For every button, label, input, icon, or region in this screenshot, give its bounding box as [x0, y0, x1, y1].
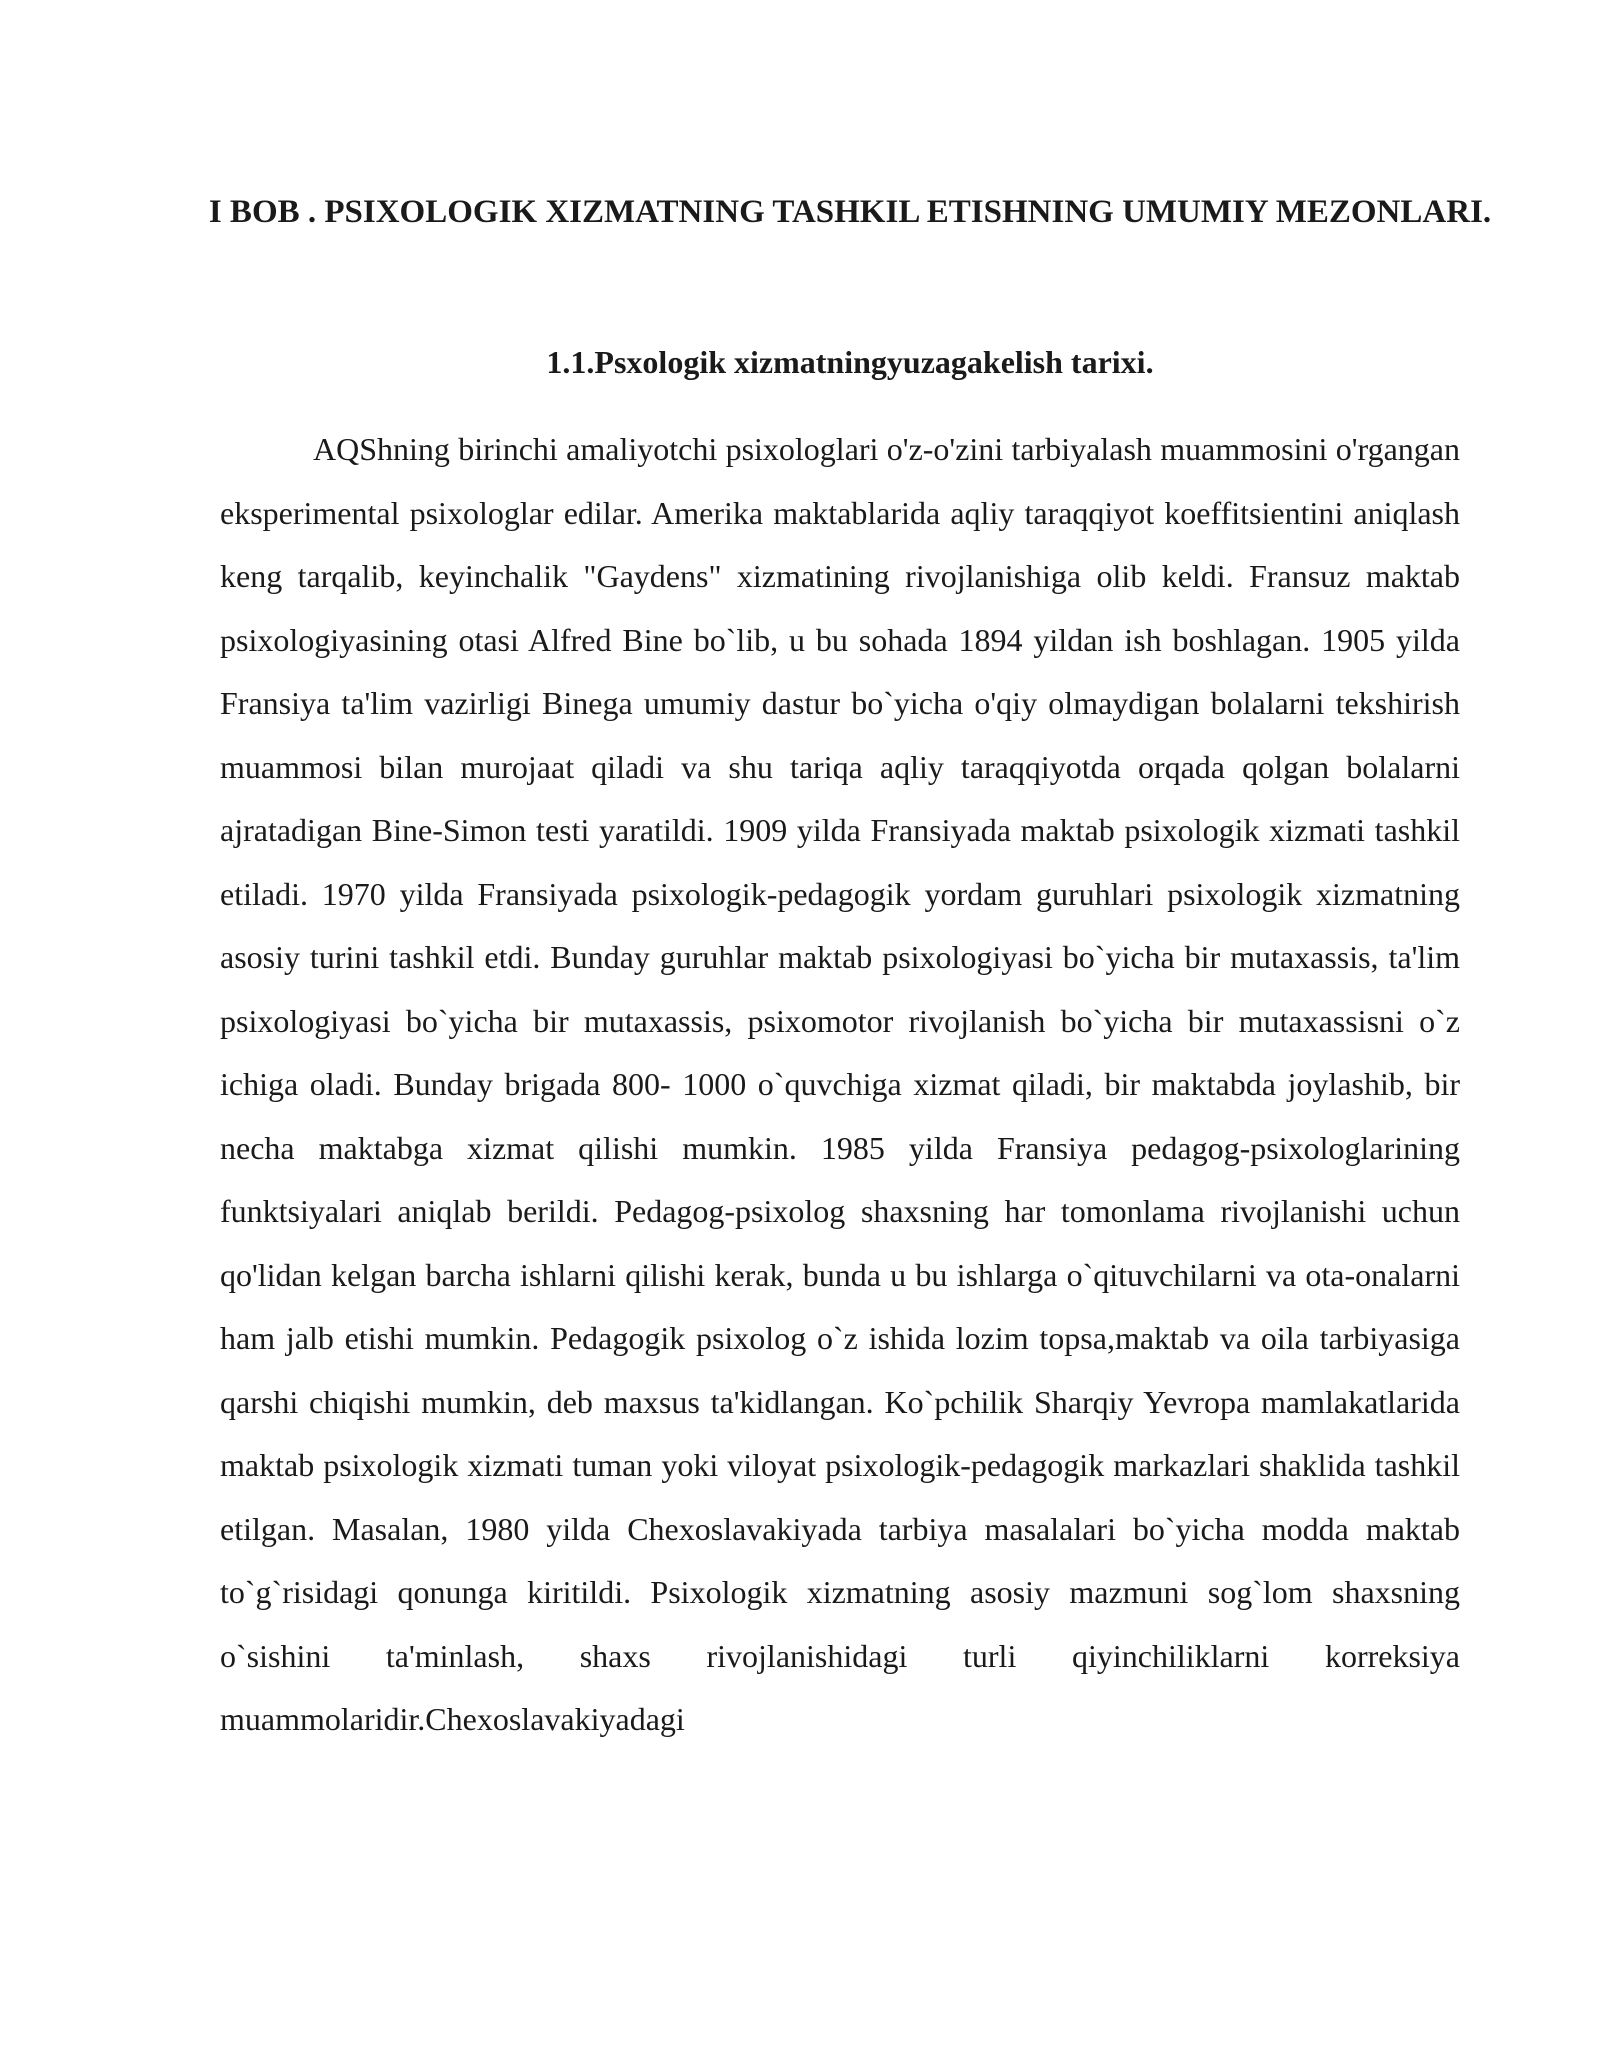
section-title-text: 1.1.Psxologik xizmatningyuzagakelish tarixi	[546, 344, 1146, 380]
section-title-period: .	[1145, 344, 1154, 380]
section-title	[220, 330, 1480, 394]
body-paragraph: AQShning birinchi amaliyotchi psixologlari o'z-o'zini tarbiyalash muammosini o'rgangan eksperimental psixologlar edilar. Amerika maktablarida aqliy taraqqiyot koeffitsientini aniqlash keng tarqalib, keyinchalik "Gaydens" xizmatining rivojlanishiga olib keldi. Fransuz maktab psixologiyasining otasi Alfred Bine bo`lib, u bu sohada 1894 yildan ish boshlagan. 1905 yilda Fransiya ta'lim vazirligi Binega umumiy dastur bo`yicha o'qiy olmaydigan bolalarni tekshirish muammosi bilan murojaat qiladi va shu tariqa aqliy taraqqiyotda orqada qolgan bolalarni ajratadigan Bine-Simon testi yaratildi. 1909 yilda Fransiyada maktab psixologik xizmati tashkil etiladi. 1970 yilda Fransiyada psixologik-pedagogik yordam guruhlari psixologik xizmatning asosiy turini tashkil etdi. Bunday guruhlar maktab psixologiyasi bo`yicha bir mutaxassis, ta'lim psixologiyasi bo`yicha bir mutaxassis, psixomotor rivojlanish bo`yicha bir mutaxassisni o`z ichiga oladi. Bunday brigada 800- 1000 o`quvchiga xizmat qiladi, bir maktabda joylashib, bir necha maktabga xizmat qilishi mumkin. 1985 yilda Fransiya pedagog-psixologlarining funktsiyalari aniqlab berildi. Pedagog-psixolog shaxsning har tomonlama rivojlanishi uchun qo'lidan kelgan barcha ishlarni qilishi kerak, bunda u bu ishlarga o`qituvchilarni va ota-onalarni ham jalb etishi mumkin. Pedagogik psixolog o`z ishida lozim topsa,maktab va oila tarbiyasiga qarshi chiqishi mumkin, deb maxsus ta'kidlangan. Ko`pchilik Sharqiy Yevropa mamlakatlarida maktab psixologik xizmati tuman yoki viloyat psixologik-pedagogik markazlari shaklida tashkil etilgan. Masalan, 1980 yilda Chexoslavakiyada tarbiya masalalari bo`yicha modda maktab to`g`risidagi qonunga kiritildi. Psixologik xizmatning asosiy mazmuni sog`lom shaxsning o`sishini ta'minlash, shaxs rivojlanishidagi turli qiyinchiliklarni korreksiya muammolaridir.Chexoslavakiyadagi	[220, 431, 1460, 1737]
chapter-title: I BOB . PSIXOLOGIK XIZMATNING TASHKIL ETISHNING UMUMIY MEZONLARI.	[208, 194, 1492, 230]
